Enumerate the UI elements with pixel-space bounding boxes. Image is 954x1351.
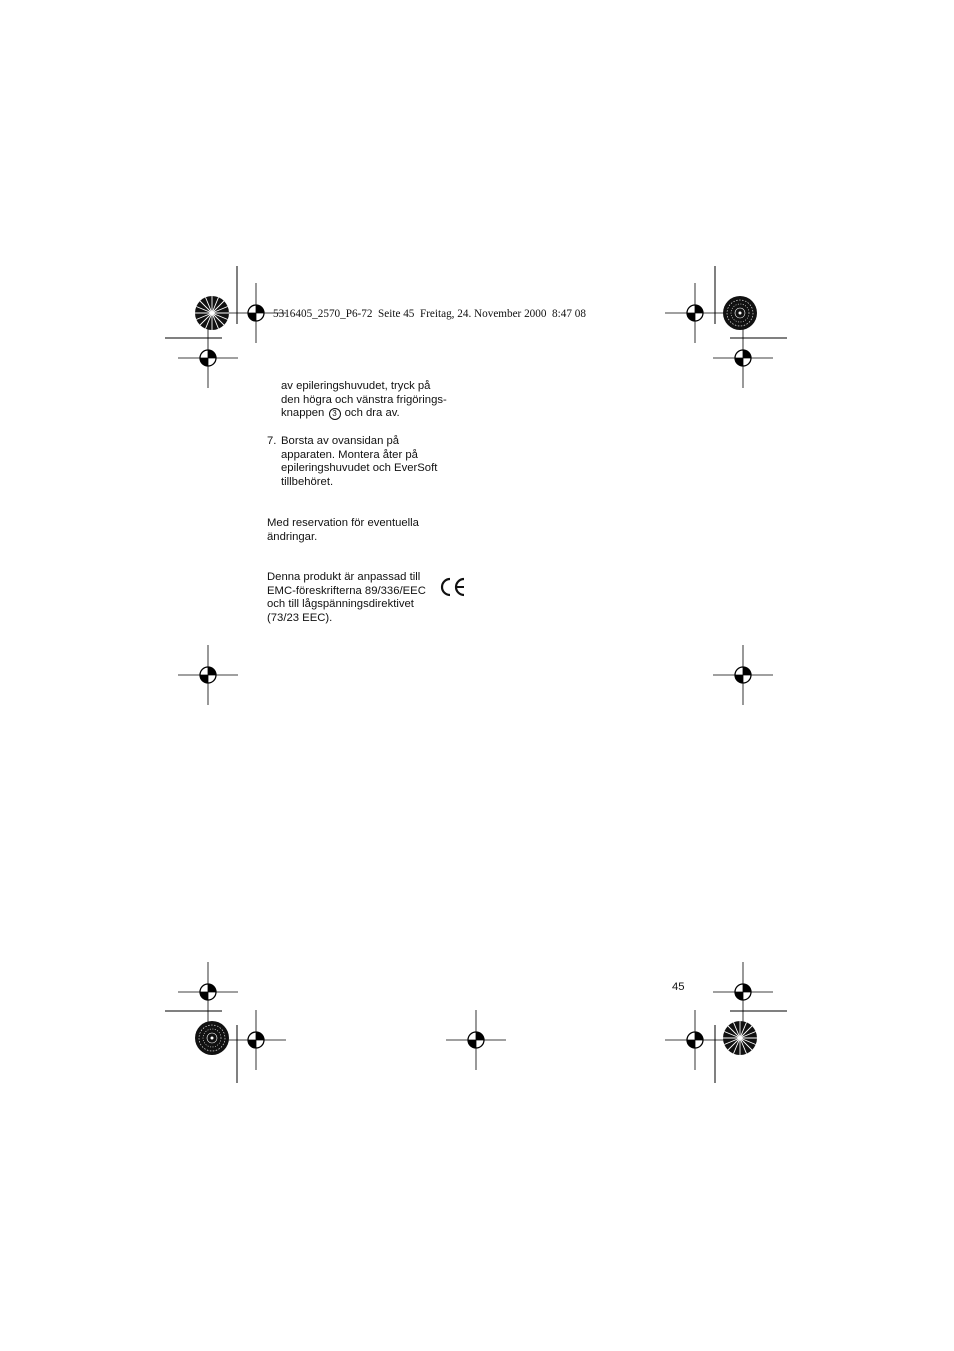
continuation-paragraph [267,380,491,421]
step-number: 7. [267,435,277,447]
step-line: tillbehöret. [281,476,334,489]
step-line: apparaten. Montera åter på [281,448,418,461]
conformity-line: och till lågspänningsdirektivet [267,598,414,611]
step-7 [267,435,477,490]
step-line: epileringshuvudet och EverSoft [281,462,438,475]
continuation-line: av epileringshuvudet, tryck på [281,380,431,392]
continuation-line-end: och dra av. [344,407,400,420]
print-file-stamp: 5316405_2570_P6-72 Seite 45 Freitag, 24. November 2000 8:47 08 [273,308,586,320]
continuation-line [281,407,491,421]
ce-mark-icon [439,576,467,598]
circled-number-marker: 3 [329,408,341,420]
step-text [281,435,437,490]
reservation-line: ändringar. [267,530,318,543]
step-line: Borsta av ovansidan på [281,435,400,447]
page-number: 45 [672,981,685,993]
conformity-line: (73/23 EEC). [267,612,333,625]
conformity-line: EMC-föreskrifterna 89/336/EEC [267,584,426,597]
continuation-line-start: knappen [281,407,325,420]
conformity-line: Denna produkt är anpassad till [267,571,421,583]
continuation-line: den högra och vänstra frigörings- [281,393,447,406]
conformity-statement [267,571,442,626]
reservation-notice [267,517,477,544]
reservation-line: Med reservation för eventuella [267,517,419,529]
